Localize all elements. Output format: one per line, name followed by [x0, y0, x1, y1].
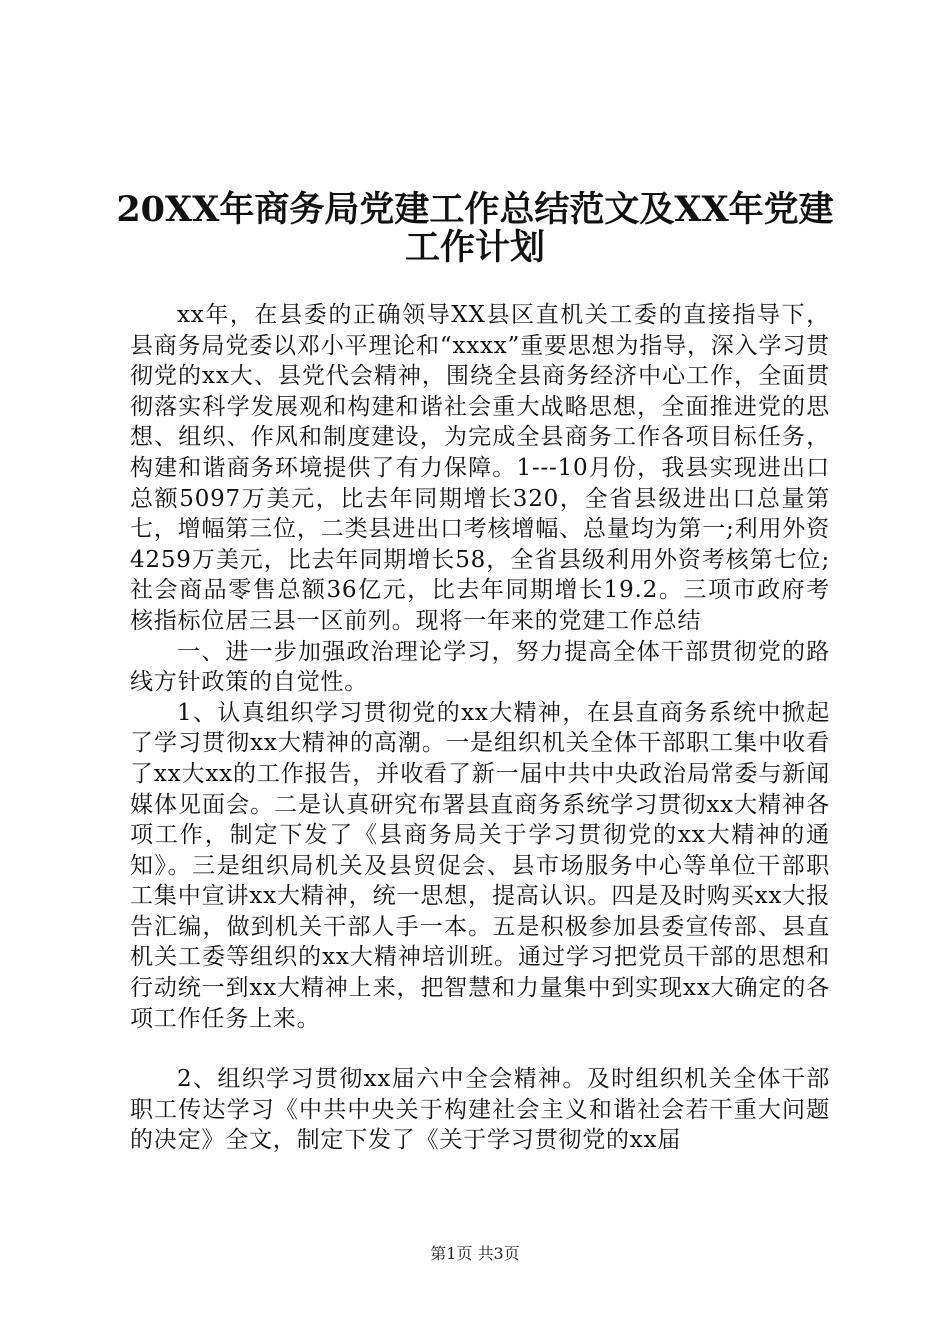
page-number-footer: 第1页 共3页 — [430, 1244, 520, 1263]
paragraph-item-1: 1、认真组织学习贯彻党的xx大精神，在县直商务系统中掀起了学习贯彻xx大精神的高潮。一是组织机关全体干部职工集中收看了xx大xx的工作报告，并收看了新一届中共中央政治局常委与新闻媒体见面会。二是认真研究布署县直商务系统学习贯彻xx大精神各项工作，制定下发了《县商务局关于学习贯彻党的xx大精神的通知》。三是组织局机关及县贸促会、县市场服务中心等单位干部职工集中宣讲xx大精神，统一思想，提高认识。四是及时购买xx大报告汇编，做到机关干部人手一本。五是积极参加县委宣传部、县直机关工委等组织的xx大精神培训班。通过学习把党员干部的思想和行动统一到xx大精神上来，把智慧和力量集中到实现xx大确定的各项工作任务上来。 — [130, 699, 830, 1032]
document-body — [130, 300, 830, 1156]
paragraph-section-heading: 一、进一步加强政治理论学习，努力提高全体干部贯彻党的路线方针政策的自觉性。 — [130, 638, 830, 696]
document-title-line-2: 工作计划 — [404, 227, 545, 268]
paragraph-intro: xx年，在县委的正确领导XX县区直机关工委的直接指导下，县商务局党委以邓小平理论和“xxxx”重要思想为指导，深入学习贯彻党的xx大、县党代会精神，围绕全县商务经济中心工作，全面贯彻落实科学发展观和构建和谐社会重大战略思想，全面推进党的思想、组织、作风和制度建设，为完成全县商务工作各项目标任务，构建和谐商务环境提供了有力保障。1---10月份，我县实现进出口总额5097万美元，比去年同期增长320，全省县级进出口总量第七，增幅第三位，二类县进出口考核增幅、总量均为第一;利用外资4259万美元，比去年同期增长58，全省县级利用外资考核第七位;社会商品零售总额36亿元，比去年同期增长19.2。三项市政府考核指标位居三县一区前列。现将一年来的党建工作总结 — [130, 302, 830, 634]
paragraph-item-2: 2、组织学习贯彻xx届六中全会精神。及时组织机关全体干部职工传达学习《中共中央关于构建社会主义和谐社会若干重大问题的决定》全文，制定下发了《关于学习贯彻党的xx届 — [130, 1066, 830, 1154]
document-title-line-1: 20XX年商务局党建工作总结范文及XX年党建 — [116, 189, 834, 230]
